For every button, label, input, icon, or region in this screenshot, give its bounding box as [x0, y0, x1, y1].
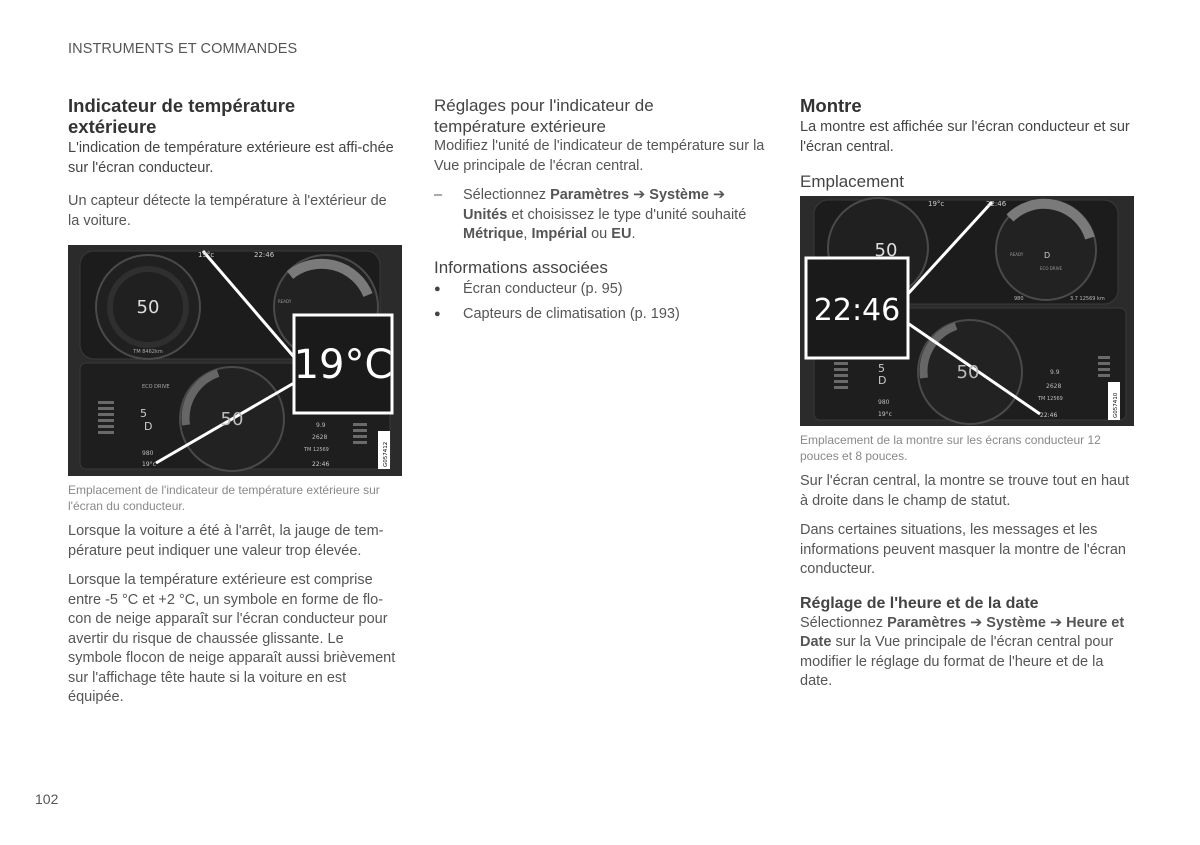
- arrow-icon: ➔: [970, 614, 983, 631]
- page-number: 102: [35, 791, 59, 807]
- section-heading: [68, 95, 401, 137]
- heading-line: température extérieure: [434, 117, 606, 136]
- clock-small: 22:46: [986, 200, 1007, 208]
- paragraph: Sur l'écran central, la montre se trouve tout en haut à droite dans le champ de statut.: [800, 473, 1130, 509]
- range-top: 980: [1014, 296, 1024, 302]
- menu-path-system: Système: [649, 187, 709, 203]
- outside-temp-small: 19°c: [198, 251, 215, 259]
- column-outside-temperature: [68, 95, 401, 708]
- menu-path-units: Unités: [463, 206, 508, 223]
- menu-path-system: Système: [986, 614, 1046, 631]
- subsection-heading: Réglage de l'heure et de la date: [800, 594, 1039, 612]
- dash-marker: –: [434, 187, 443, 203]
- arrow-icon: ➔: [1049, 614, 1063, 631]
- paragraph: Modifiez l'unité de l'indicateur de température sur la Vue principale de l'écran central.: [434, 138, 765, 174]
- column-temperature-settings: [434, 95, 767, 331]
- figure-reference: G057410: [1113, 392, 1119, 418]
- lead-paragraph: La montre est affichée sur l'écran conducteur et sur l'écran central.: [800, 119, 1130, 155]
- driver-display-illustration: [800, 196, 1134, 426]
- outside-temp-lower: 19°c: [142, 461, 156, 468]
- figure-caption: Emplacement de la montre sur les écrans conducteur 12 pouces et 8 pouces.: [800, 433, 1101, 463]
- bullet-icon: ●: [434, 308, 441, 320]
- figure-temperature-location: [68, 245, 402, 476]
- related-heading: Informations associées: [434, 257, 608, 277]
- clock-lower: 22:46: [1040, 412, 1058, 419]
- odometer-bottom: TM 12569: [304, 447, 329, 453]
- ready-label: READY: [278, 299, 292, 304]
- option-metric: Métrique: [463, 226, 524, 242]
- odometer-top: 3.7 12569 km: [1070, 296, 1105, 302]
- subsection-heading: Emplacement: [800, 172, 904, 191]
- figure-clock-location: [800, 196, 1134, 426]
- paragraph: Lorsque la température extérieure est comprise entre -5 °C et +2 °C, un symbole en forme de flo-con de neige apparaît sur l'écran conducteur pour avertir du risque de chaussée glissante. Le symbole flocon de neige apparaît aussi brièvement sur l'affichage tête haute si la voiture en est équipée.: [68, 572, 396, 705]
- range-value: 980: [142, 450, 154, 457]
- section-heading: [434, 95, 767, 137]
- speed-upper: 50: [874, 240, 898, 261]
- gear-indicator-lower: D: [878, 374, 887, 387]
- arrow-icon: ➔: [633, 187, 646, 203]
- instruction-step: [434, 186, 767, 245]
- range-value: 980: [878, 399, 890, 406]
- section-heading: Montre: [800, 95, 862, 116]
- trip-value: 2628: [312, 434, 328, 441]
- instruction-text: Sélectionnez Paramètres ➔ Système ➔ Unités et choisissez le type d'unité souhaité Métrique, Impérial ou EU.: [463, 187, 747, 242]
- lead-paragraph: L'indication de température extérieure est affi-chée sur l'écran conducteur.: [68, 140, 394, 176]
- eco-drive-label: ECO DRIVE: [142, 384, 170, 390]
- trip-value-2: 9.9: [1050, 369, 1060, 376]
- driver-display-illustration: [68, 245, 402, 476]
- menu-path-settings: Paramètres: [550, 187, 630, 203]
- instruction-text: Sélectionnez Paramètres ➔ Système ➔ Heure et Date sur la Vue principale de l'écran central pour modifier le réglage du format de l'heure et de la date.: [800, 614, 1125, 689]
- option-eu: EU: [611, 226, 632, 242]
- gear-indicator: D: [144, 420, 153, 433]
- paragraph: Un capteur détecte la température à l'extérieur de la voiture.: [68, 193, 387, 229]
- speed-lower: 50: [220, 409, 244, 430]
- trip-value-2: 9.9: [316, 422, 326, 429]
- clock-callout-text: 22:46: [813, 293, 901, 328]
- paragraph: Lorsque la voiture a été à l'arrêt, la jauge de tem-pérature peut indiquer une valeur trop élevée.: [68, 523, 384, 559]
- figure-caption: Emplacement de l'indicateur de température extérieure sur l'écran du conducteur.: [68, 483, 380, 513]
- clock-lower: 22:46: [312, 461, 330, 468]
- gear-s: 5: [140, 407, 147, 420]
- odometer-bottom: TM 12569: [1038, 396, 1063, 402]
- odometer-top: TM 8462km: [133, 349, 163, 355]
- related-link[interactable]: Écran conducteur (p. 95): [463, 280, 623, 297]
- gear-indicator: D: [1044, 251, 1051, 260]
- eco-drive-label: ECO DRIVE: [1040, 266, 1063, 271]
- heading-line: Réglages pour l'indicateur de: [434, 96, 654, 115]
- ready-label: READY: [1010, 252, 1024, 257]
- trip-value: 2628: [1046, 383, 1062, 390]
- gear-s: 5: [878, 362, 885, 375]
- arrow-icon: ➔: [712, 187, 726, 203]
- related-link[interactable]: Capteurs de climatisation (p. 193): [463, 306, 680, 322]
- clock-small: 22:46: [254, 251, 275, 259]
- outside-temp-lower: 19°c: [878, 411, 892, 418]
- column-clock: [800, 95, 1133, 692]
- related-list: [434, 280, 767, 325]
- list-item[interactable]: [434, 305, 767, 325]
- speed-lower: 50: [956, 362, 980, 383]
- list-item[interactable]: [434, 280, 767, 300]
- temperature-callout-text: 19°C: [293, 342, 393, 388]
- heading-line: Indicateur de température: [68, 95, 296, 116]
- paragraph: Dans certaines situations, les messages et les informations peuvent masquer la montre de l'écran conducteur.: [800, 522, 1126, 577]
- figure-reference: G057412: [383, 441, 389, 467]
- menu-path-settings: Paramètres: [887, 614, 967, 631]
- heading-line: extérieure: [68, 116, 157, 137]
- option-imperial: Impérial: [531, 226, 588, 242]
- bullet-icon: ●: [434, 282, 441, 295]
- running-head: INSTRUMENTS ET COMMANDES: [68, 41, 298, 57]
- menu-path-time-date: Heure et Date: [800, 614, 1125, 650]
- outside-temp-small: 19°c: [928, 200, 945, 208]
- speed-upper: 50: [136, 297, 160, 318]
